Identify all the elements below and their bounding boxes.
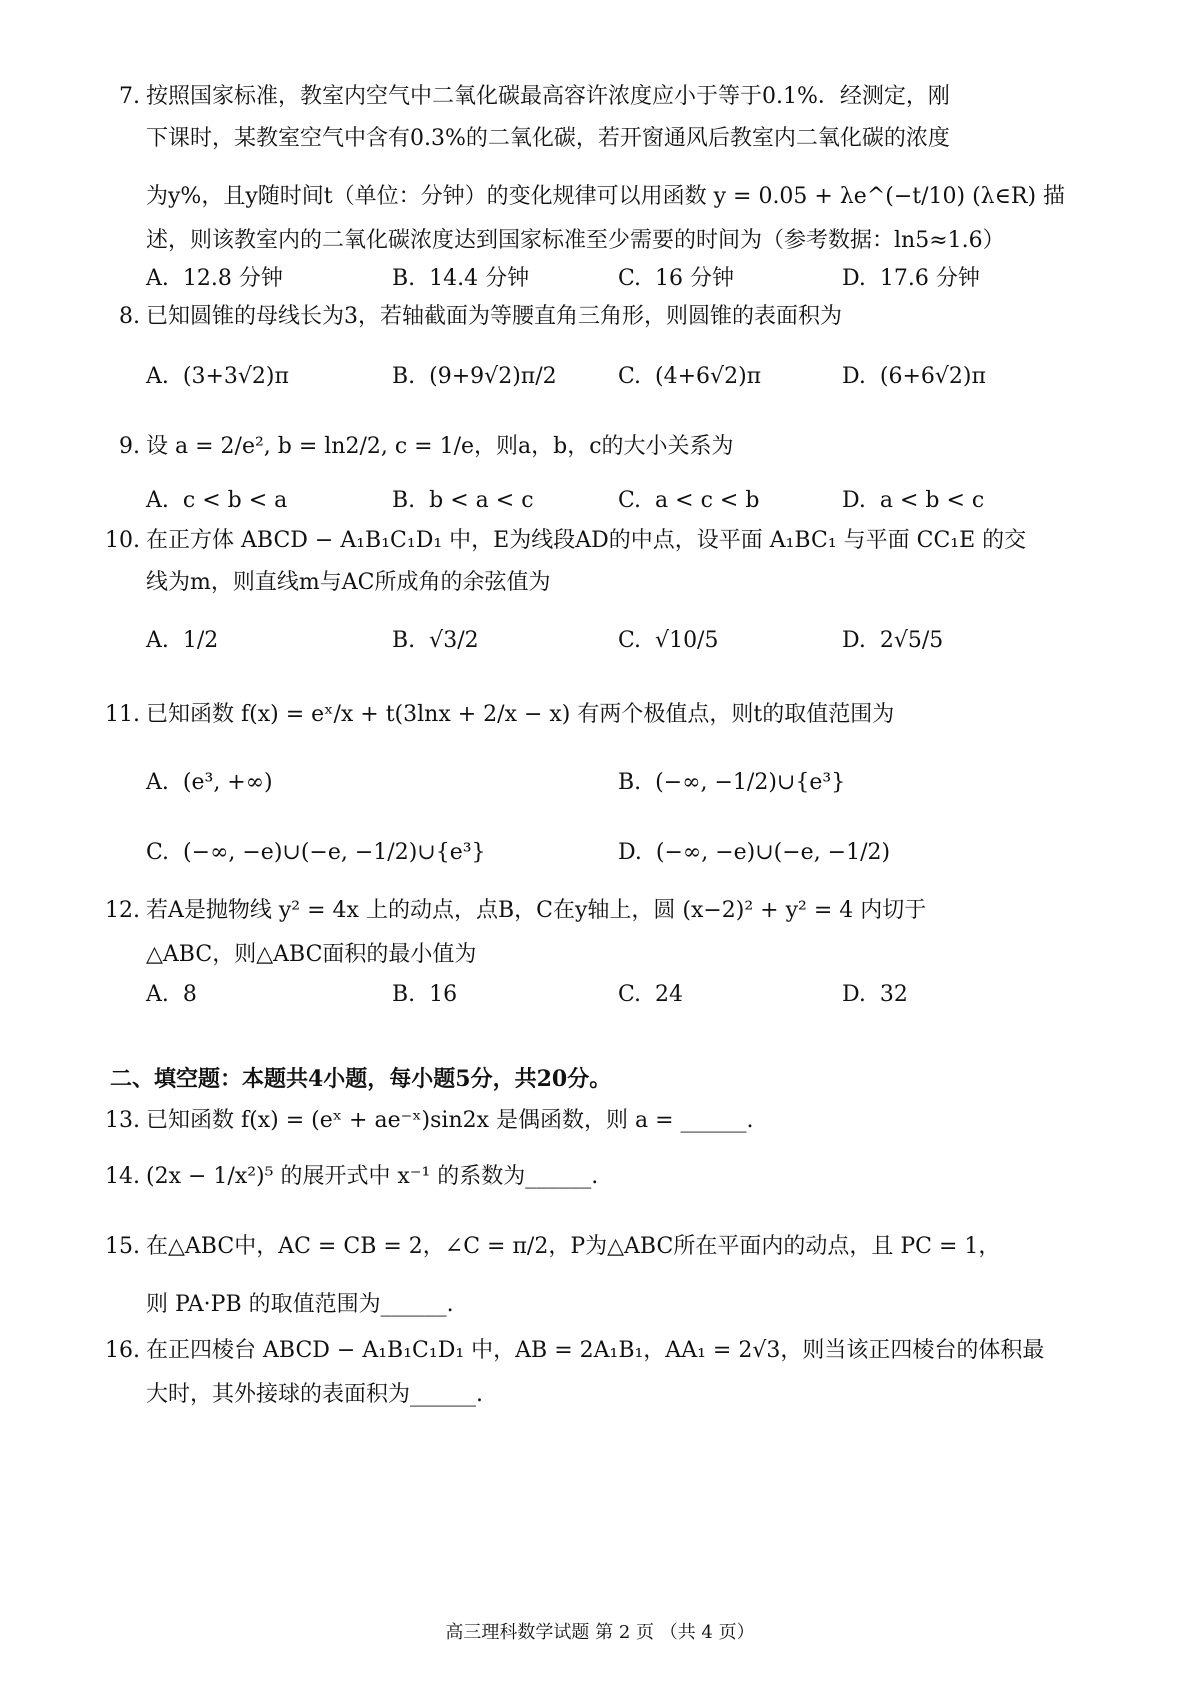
q16-line-2: 大时，其外接球的表面积为______. <box>146 1382 483 1407</box>
q7-option-b: B. 14.4 分钟 <box>392 266 530 291</box>
q7-option-d: D. 17.6 分钟 <box>842 266 980 291</box>
q8-option-c: C. (4+6√2)π <box>618 364 762 389</box>
q10-option-c: C. √10/5 <box>618 628 719 653</box>
q11-line-1: 11. 已知函数 f(x) = eˣ/x + t(3lnx + 2/x − x) 有两个极值点，则t的取值范围为 <box>105 702 895 727</box>
q10-line-2: 线为m，则直线m与AC所成角的余弦值为 <box>146 570 551 595</box>
q14-line-1: 14. (2x − 1/x²)⁵ 的展开式中 x⁻¹ 的系数为______. <box>105 1164 599 1189</box>
q8-option-b: B. (9+9√2)π/2 <box>392 364 557 389</box>
q12-option-b: B. 16 <box>392 982 458 1007</box>
q15-line-1: 15. 在△ABC中，AC = CB = 2，∠C = π/2，P为△ABC所在平面内的动点，且 PC = 1， <box>105 1234 1001 1259</box>
q12-option-c: C. 24 <box>618 982 684 1007</box>
q7-option-a: A. 12.8 分钟 <box>146 266 283 291</box>
q10-option-a: A. 1/2 <box>146 628 219 653</box>
q9-line-1: 9. 设 a = 2/e², b = ln2/2, c = 1/e，则a，b，c的大小关系为 <box>119 434 734 459</box>
section-2-title: 二、填空题：本题共4小题，每小题5分，共20分。 <box>110 1066 612 1092</box>
page-footer: 高三理科数学试题 第 2 页 （共 4 页） <box>445 1622 755 1643</box>
q7-line-2: 下课时，某教室空气中含有0.3%的二氧化碳，若开窗通风后教室内二氧化碳的浓度 <box>146 126 950 151</box>
q15-line-2: 则 PA·PB 的取值范围为______. <box>146 1292 454 1317</box>
q12-option-d: D. 32 <box>842 982 908 1007</box>
q7-option-c: C. 16 分钟 <box>618 266 735 291</box>
q11-option-b: B. (−∞, −1/2)∪{e³} <box>618 770 846 795</box>
q11-option-c: C. (−∞, −e)∪(−e, −1/2)∪{e³} <box>146 840 486 865</box>
q7-line-3: 为y%，且y随时间t（单位：分钟）的变化规律可以用函数 y = 0.05 + λe^(−t/10) (λ∈R) 描 <box>146 184 1066 209</box>
q11-option-a: A. (e³, +∞) <box>146 770 273 795</box>
q8-option-a: A. (3+3√2)π <box>146 364 289 389</box>
q13-line-1: 13. 已知函数 f(x) = (eˣ + ae⁻ˣ)sin2x 是偶函数，则 a = ______. <box>105 1108 754 1133</box>
q10-line-1: 10. 在正方体 ABCD − A₁B₁C₁D₁ 中，E为线段AD的中点，设平面 A₁BC₁ 与平面 CC₁E 的交 <box>105 528 1027 553</box>
q10-option-b: B. √3/2 <box>392 628 479 653</box>
q9-option-a: A. c < b < a <box>146 488 288 513</box>
q8-line-1: 8. 已知圆锥的母线长为3，若轴截面为等腰直角三角形，则圆锥的表面积为 <box>119 304 842 329</box>
q12-line-2: △ABC，则△ABC面积的最小值为 <box>146 942 477 967</box>
q7-line-1: 7. 按照国家标准，教室内空气中二氧化碳最高容许浓度应小于等于0.1%．经测定，刚 <box>119 84 950 109</box>
q9-option-b: B. b < a < c <box>392 488 534 513</box>
q10-option-d: D. 2√5/5 <box>842 628 944 653</box>
q8-option-d: D. (6+6√2)π <box>842 364 986 389</box>
q12-line-1: 12. 若A是抛物线 y² = 4x 上的动点，点B，C在y轴上，圆 (x−2)² + y² = 4 内切于 <box>105 898 927 923</box>
q7-line-4: 述，则该教室内的二氧化碳浓度达到国家标准至少需要的时间为（参考数据：ln5≈1.6） <box>146 228 1005 253</box>
q9-option-c: C. a < c < b <box>618 488 760 513</box>
q12-option-a: A. 8 <box>146 982 197 1007</box>
q16-line-1: 16. 在正四棱台 ABCD − A₁B₁C₁D₁ 中，AB = 2A₁B₁，AA₁ = 2√3，则当该正四棱台的体积最 <box>105 1338 1045 1363</box>
q11-option-d: D. (−∞, −e)∪(−e, −1/2) <box>618 840 891 865</box>
q9-option-d: D. a < b < c <box>842 488 985 513</box>
